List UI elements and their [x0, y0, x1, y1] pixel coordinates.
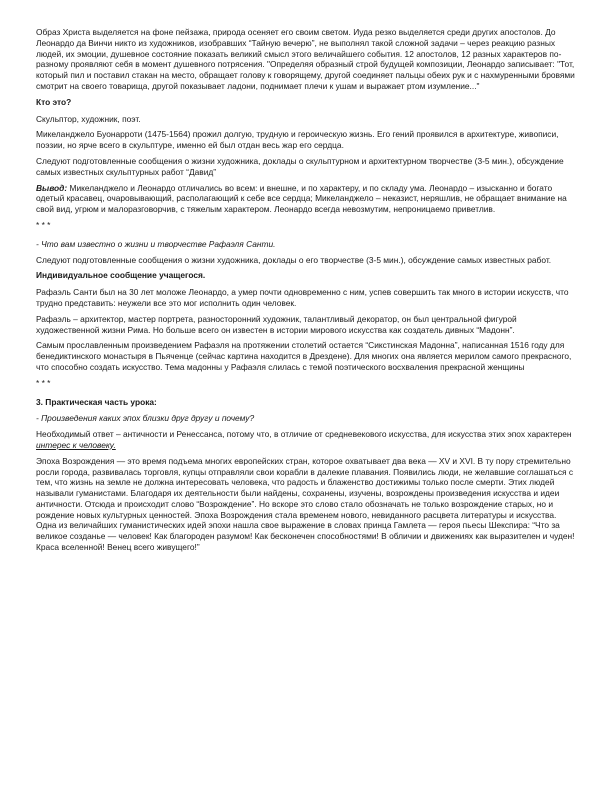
conclusion-text: Микеланджело и Леонардо отличались во всем: и внешне, и по характеру, и по складу ума. Леонардо – изысканно и богато одетый красавец, очаровывающий, располагающий к себе все сердца; Микеланджело – неказист, неряшлив, не обращает внимание на свой вид, угрюм и малоразговорчив, с тяжелым характером. Леонардо всегда невозмутим, непроницаемо приветлив.	[36, 182, 567, 215]
heading-who-is-this: Кто это?	[36, 96, 72, 107]
section-divider: * * *	[36, 219, 51, 230]
section-divider: * * *	[36, 377, 51, 388]
document-page	[36, 27, 576, 558]
heading-student-report: Индивидуальное сообщение учащегося.	[36, 270, 206, 281]
paragraph-michelangelo-bio: Микеланджело Буонарроти (1475-1564) прожил долгую, трудную и героическую жизнь. Его гений проявился в архитектуре, живописи, поэзии, но ярче всего в скульптуре, именно ей был отдан весь жар его сердца.	[36, 129, 559, 151]
answer-text: Необходимый ответ – античности и Ренессанса, потому что, в отличие от средневекового искусства, для искусства этих эпох характерен	[36, 429, 572, 440]
paragraph-renaissance: Эпоха Возрождения — это время подъема многих европейских стран, которое охватывает два века — XV и XVI. В ту пору стремительно росли города, развивалась торговля, купцы отправляли свои корабли в далекие плавания. Появились люди, не желавшие соглашаться с тем, что жизнь на земле не должна интересовать человека, что радость и блаженство достижимы только после смерти. Этих людей называли гуманистами. Благодаря их деятельности были найдены, сохранены, изучены, возрождены произведения искусства и идеи античности. Отсюда и происходит слово “Возрождение”. Но вскоре это слово стало обозначать не только возрождение старых, но и рождение новых культурных ценностей. Эпоха Возрождения стала временем нового, невиданного расцвета литературы и искусства. Одна из величайших гуманистических идей эпохи нашла свое выражение в словах принца Гамлета — героя пьесы Шекспира: “Что за великое созданье — человек! Как благороден разумом! Как бесконечен способностями! В обличии и движениях как выразителен и чуден! Краса вселенной! Венец всего живущего!”	[36, 455, 575, 553]
conclusion-label: Вывод:	[36, 182, 68, 193]
paragraph-raphael-roles: Рафаэль – архитектор, мастер портрета, разносторонний художник, талантливый декоратор, он был центральной фигурой художественной жизни Рима. Но больше всего он известен в истории мирового искусства как создатель дивных “Мадонн”.	[36, 313, 517, 335]
paragraph-sculptor-artist-poet: Скульптор, художник, поэт.	[36, 113, 141, 124]
paragraph-michelangelo-reports: Следуют подготовленные сообщения о жизни художника, доклады о скульптурном и архитектурном творчестве (3-5 мин.), обсуждение самых известных скульптурных работ “Давид”	[36, 155, 564, 177]
paragraph-sistine-madonna: Самым прославленным произведением Рафаэля на протяжении столетий остается “Сикстинская Мадонна”, написанная 1516 году для бенедиктинского монастыря в Пьяченце (сейчас картина находится в Дрездене). Для многих она является мерилом самого прекрасного, что способно создать искусство. Тема мадонны у Рафаэля слилась с темой поэтического восхваления прекрасной женщины	[36, 340, 572, 372]
paragraph-raphael-age: Рафаэль Санти был на 30 лет моложе Леонардо, а умер почти одновременно с ним, успев совершить так много в истории искусств, что трудно представить: неужели все это мог исполнить один человек.	[36, 287, 569, 308]
paragraph-answer	[36, 429, 576, 451]
paragraph-conclusion	[36, 183, 576, 215]
question-raphael: - Что вам известно о жизни и творчестве Рафаэля Санти.	[36, 238, 276, 249]
heading-practical-part: 3. Практическая часть урока:	[36, 396, 157, 407]
question-epochs: - Произведения каких эпох близки друг другу и почему?	[36, 413, 255, 424]
paragraph-leonardo-last-supper: Образ Христа выделяется на фоне пейзажа, природа осеняет его своим светом. Иуда резко выделяется среди других апостолов. До Леонардо да Винчи никто из художников, изобравших “Тайную вечерю”, не выполнял такой сложной задачи – через реакцию разных людей, их эмоции, душевное состояние показать великий смысл этого величайшего события. 12 апостолов, 12 разных характеров по-разному проявляют себя в момент душевного потрясения. "Определяя образный строй будущей композиции, Леонардо записывает: "Тот, который пил и поставил стакан на место, обращает голову к говорящему, другой соединяет пальцы обеих рук и с нахмуренными бровями смотрит на своего товарища, другой показывает ладони, поднимает плечи к ушам и выражает ртом изумление..."	[36, 27, 575, 91]
paragraph-raphael-reports: Следуют подготовленные сообщения о жизни художника, доклады о его творчестве (3-5 мин.), обсуждение самых известных работ.	[36, 254, 552, 265]
answer-emphasis: интерес к человеку.	[36, 439, 116, 450]
